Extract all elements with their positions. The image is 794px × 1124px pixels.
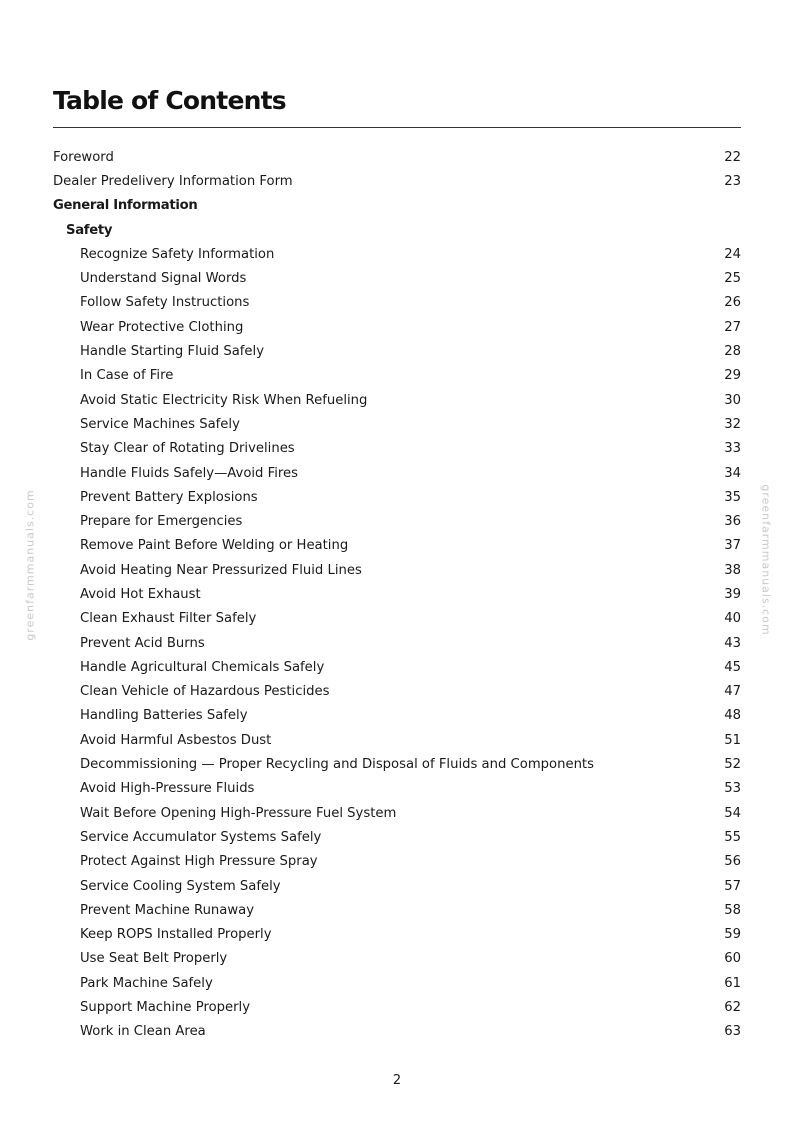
toc-entry-page-number: 33 [724,441,741,457]
toc-entry-title: Avoid Harmful Asbestos Dust [80,732,272,748]
toc-entry-page-number: 25 [724,271,741,287]
toc-entry-title: Avoid Heating Near Pressurized Fluid Lines [80,562,362,578]
toc-entry[interactable] [53,291,741,315]
toc-entry-page-number: 40 [724,611,741,627]
toc-entry-page-number: 32 [724,416,741,432]
toc-entry-page-number: 54 [724,805,741,821]
toc-entry[interactable] [53,412,741,436]
toc-entry-title: Follow Safety Instructions [80,295,250,311]
toc-entry[interactable] [53,971,741,995]
toc-entry-page-number: 34 [724,465,741,481]
toc-entry-page-number: 60 [724,951,741,967]
toc-entry-title: Service Accumulator Systems Safely [80,829,322,845]
toc-entry-title: Use Seat Belt Properly [80,951,228,967]
toc-entry-page-number: 43 [724,635,741,651]
toc-entry-page-number: 36 [724,514,741,530]
toc-entry[interactable] [53,704,741,728]
toc-entry-title: Safety [66,222,113,238]
toc-entry[interactable] [53,898,741,922]
toc-entry-page-number: 24 [724,246,741,262]
toc-entry-title: Handling Batteries Safely [80,708,248,724]
toc-entry[interactable] [53,461,741,485]
watermark-right: greenfarmmanuals.com [759,484,773,636]
toc-entry-title: Avoid High-Pressure Fluids [80,781,255,797]
toc-entry-title: Handle Agricultural Chemicals Safely [80,659,325,675]
toc-entry-title: Prepare for Emergencies [80,514,243,530]
toc-entry[interactable] [53,437,741,461]
toc-entry[interactable] [53,145,741,169]
toc-entry-page-number: 37 [724,538,741,554]
toc-entry-page-number: 26 [724,295,741,311]
watermark-left: greenfarmmanuals.com [23,489,37,641]
toc-entry-title: Handle Fluids Safely—Avoid Fires [80,465,299,481]
toc-entry-title: Understand Signal Words [80,271,247,287]
toc-entry-page-number: 48 [724,708,741,724]
toc-entry[interactable] [53,339,741,363]
toc-entry-title: Park Machine Safely [80,975,213,991]
toc-entry-title: Stay Clear of Rotating Drivelines [80,441,295,457]
toc-entry-page-number: 35 [724,489,741,505]
toc-entry-page-number: 28 [724,344,741,360]
toc-entry[interactable] [53,825,741,849]
toc-entry-page-number: 45 [724,659,741,675]
toc-entry-title: Keep ROPS Installed Properly [80,927,272,943]
toc-entry-page-number: 27 [724,319,741,335]
toc-entry-page-number: 55 [724,829,741,845]
toc-entry[interactable] [53,315,741,339]
toc-entry[interactable] [53,631,741,655]
toc-entry[interactable] [53,801,741,825]
toc-entry-title: In Case of Fire [80,368,174,384]
toc-entry-page-number: 56 [724,854,741,870]
title-divider [53,127,741,128]
toc-entry-page-number: 59 [724,927,741,943]
toc-entry-title: Clean Exhaust Filter Safely [80,611,257,627]
toc-entry-title: Protect Against High Pressure Spray [80,854,318,870]
toc-entry-page-number: 57 [724,878,741,894]
toc-entry[interactable] [53,607,741,631]
toc-entry[interactable] [53,582,741,606]
toc-entry-page-number: 51 [724,732,741,748]
toc-entry-title: Support Machine Properly [80,1000,251,1016]
toc-entry-page-number: 47 [724,684,741,700]
toc-entry-title: Wait Before Opening High-Pressure Fuel System [80,805,397,821]
toc-entry-page-number: 53 [724,781,741,797]
toc-entry-title: Recognize Safety Information [80,246,275,262]
toc-entry-title: Prevent Battery Explosions [80,489,258,505]
toc-entry[interactable] [53,850,741,874]
toc-entry[interactable] [53,777,741,801]
toc-entry[interactable] [53,655,741,679]
toc-entry-title: Prevent Machine Runaway [80,902,255,918]
toc-entry-title: Avoid Static Electricity Risk When Refueling [80,392,368,408]
toc-entry[interactable] [53,752,741,776]
toc-entry[interactable] [53,923,741,947]
toc-entry-title: Service Machines Safely [80,416,240,432]
toc-entry[interactable] [53,485,741,509]
toc-entry-title: Avoid Hot Exhaust [80,586,201,602]
toc-entry[interactable] [53,728,741,752]
page-number: 2 [392,1073,402,1088]
toc-entry-page-number: 23 [724,173,741,189]
toc-entry[interactable] [53,558,741,582]
toc-section-heading [53,194,741,218]
toc-entry-page-number: 29 [724,368,741,384]
toc-entry[interactable] [53,266,741,290]
toc-entry-title: General Information [53,198,198,214]
toc-entry-page-number: 22 [724,149,741,165]
toc-entry-page-number: 63 [724,1024,741,1040]
toc-entry-title: Prevent Acid Burns [80,635,205,651]
toc-entry-title: Handle Starting Fluid Safely [80,344,265,360]
toc-entry[interactable] [53,874,741,898]
toc-entry[interactable] [53,680,741,704]
toc-entry-page-number: 62 [724,1000,741,1016]
toc-entry-page-number: 61 [724,975,741,991]
toc-entry[interactable] [53,509,741,533]
page-title: Table of Contents [53,86,286,115]
toc-entry[interactable] [53,364,741,388]
toc-entry[interactable] [53,169,741,193]
toc-entry-title: Clean Vehicle of Hazardous Pesticides [80,684,330,700]
toc-entry-title: Decommissioning — Proper Recycling and Disposal of Fluids and Components [80,757,594,773]
toc-entry-page-number: 52 [724,757,741,773]
toc-entry[interactable] [53,388,741,412]
toc-entry[interactable] [53,534,741,558]
toc-entry-page-number: 58 [724,902,741,918]
toc-entry-page-number: 30 [724,392,741,408]
toc-entry-title: Dealer Predelivery Information Form [53,173,293,189]
toc-entry-title: Foreword [53,149,114,165]
toc-entry[interactable] [53,1020,741,1044]
toc-entry-title: Work in Clean Area [80,1024,206,1040]
toc-entry-title: Remove Paint Before Welding or Heating [80,538,349,554]
toc-entry[interactable] [53,947,741,971]
toc-entry-page-number: 39 [724,586,741,602]
toc-entry-page-number: 38 [724,562,741,578]
toc-entry[interactable] [53,242,741,266]
toc-entry-title: Service Cooling System Safely [80,878,281,894]
toc-entry-title: Wear Protective Clothing [80,319,244,335]
table-of-contents [53,145,741,1044]
toc-section-heading [53,218,741,242]
toc-entry[interactable] [53,995,741,1019]
